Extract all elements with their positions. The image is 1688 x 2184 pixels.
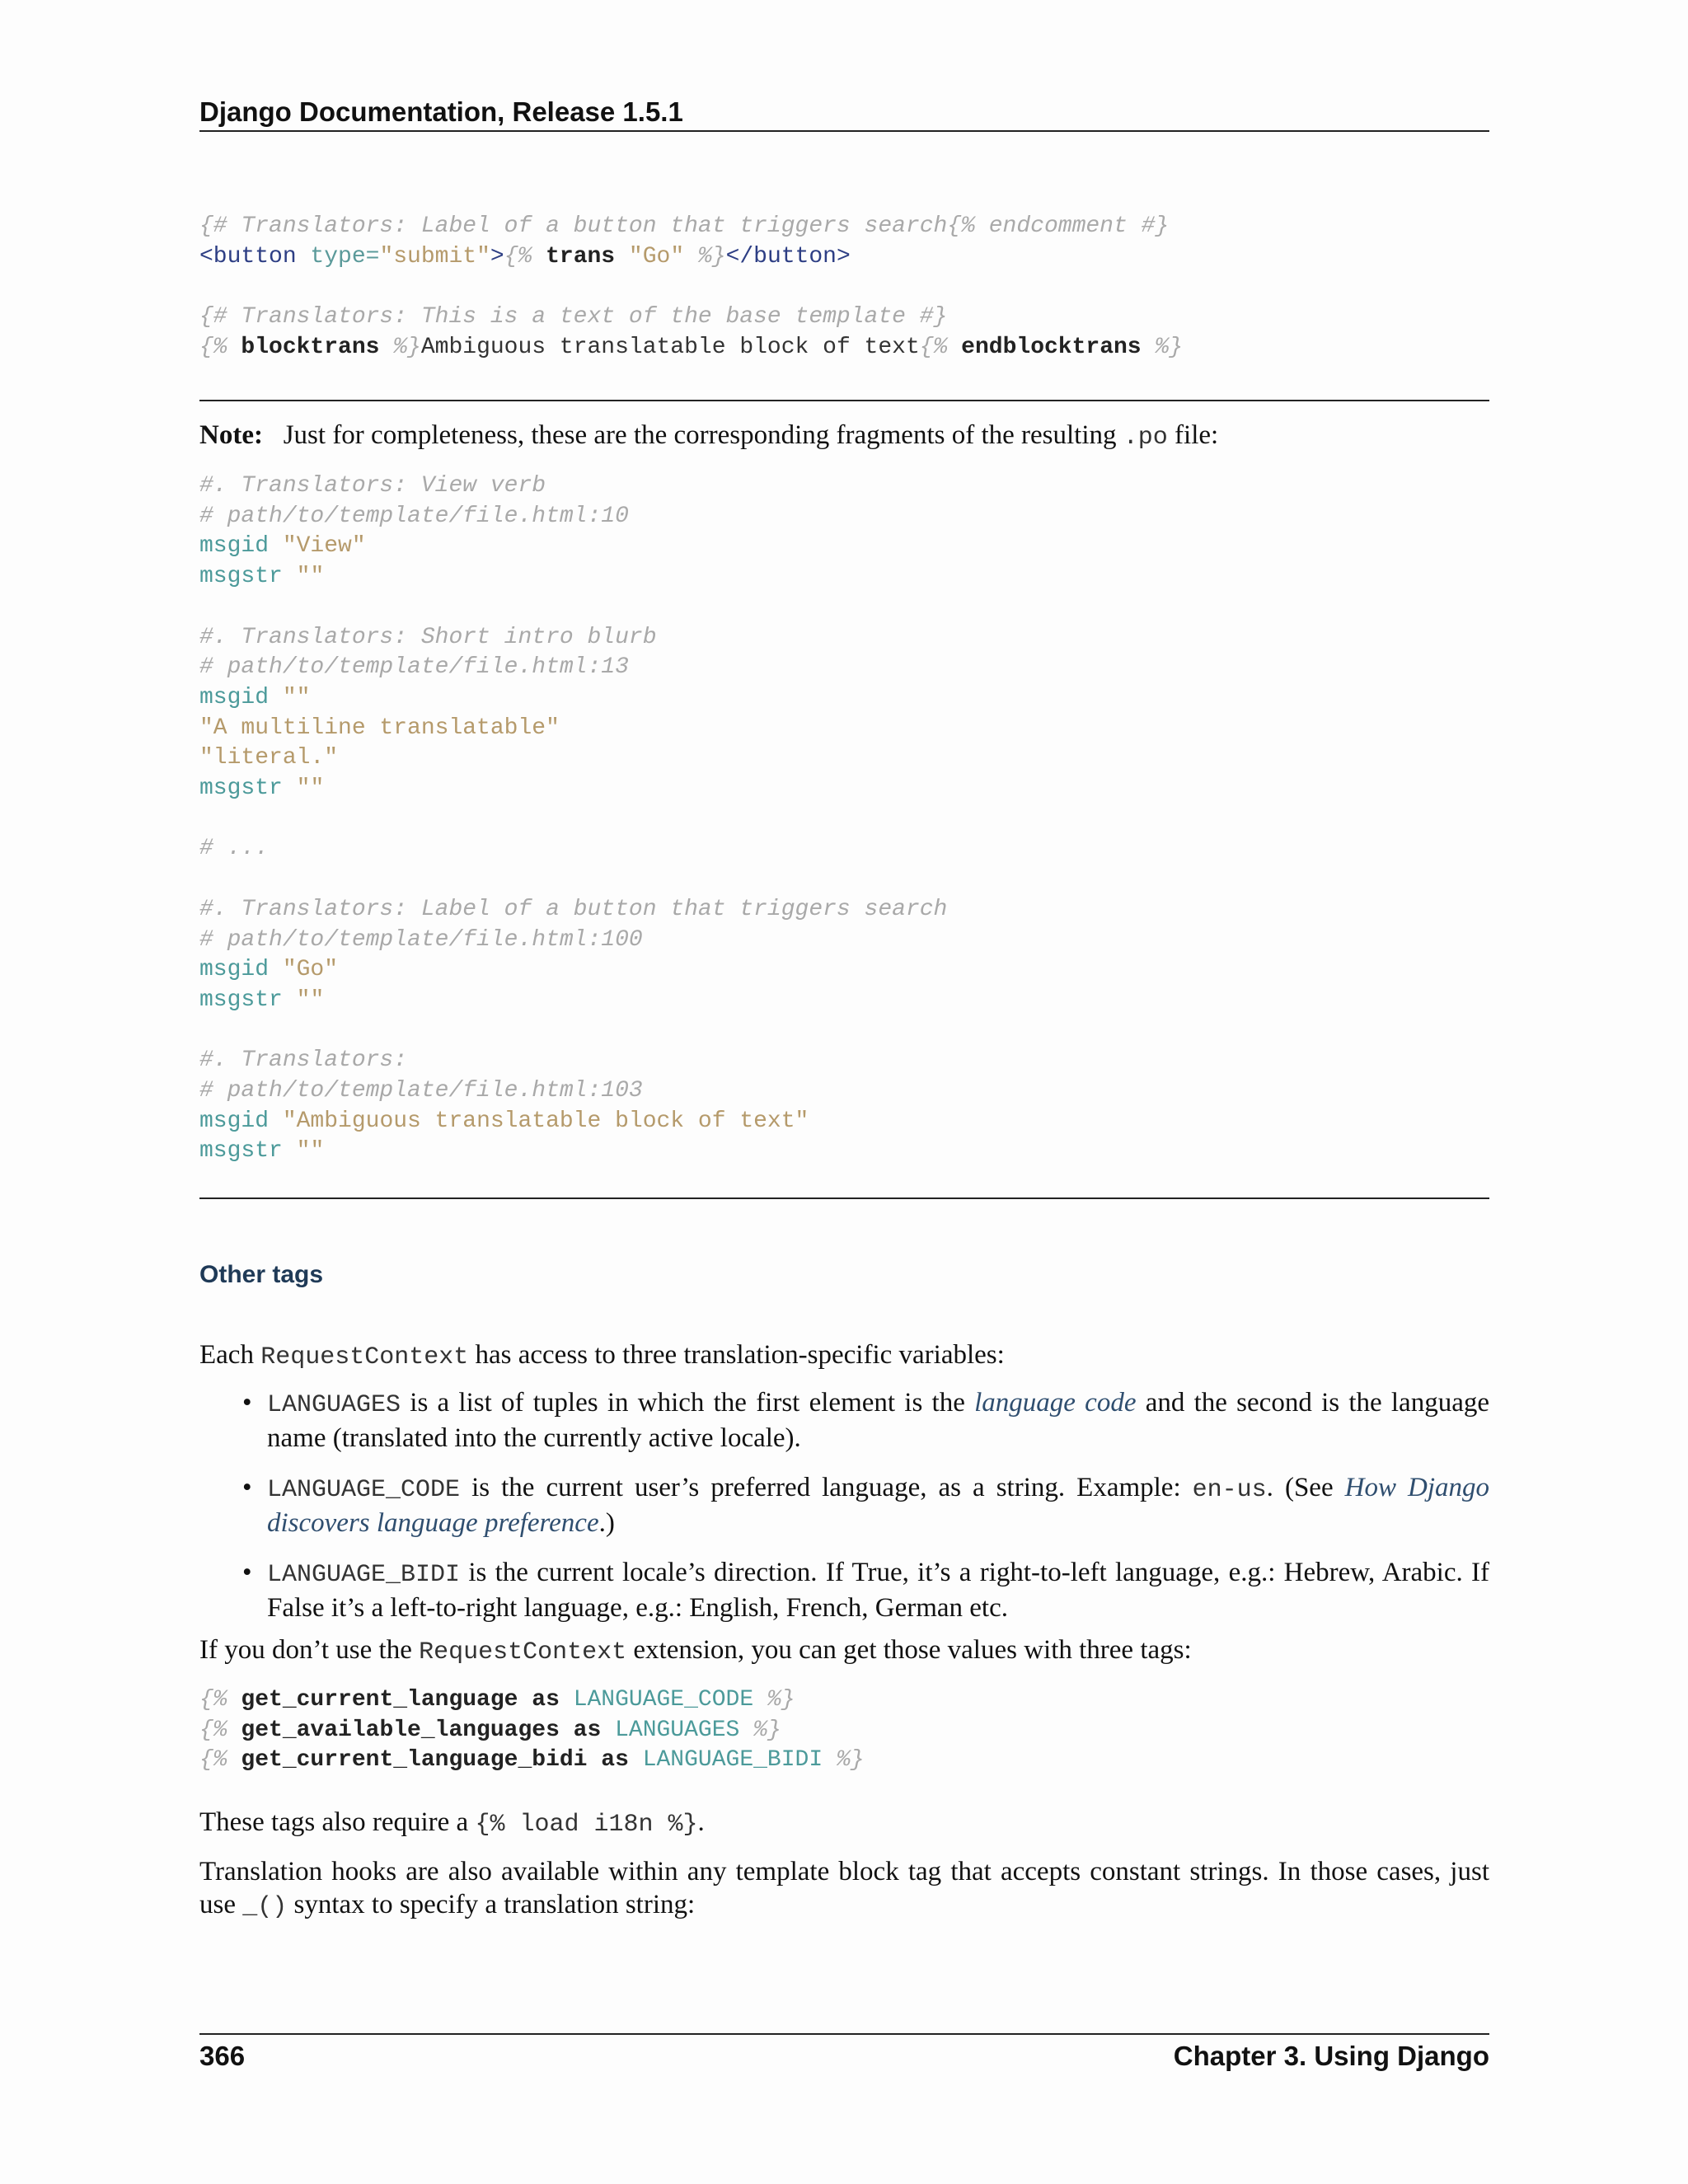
header-title: Django Documentation, Release 1.5.1: [199, 96, 683, 127]
code-attr: type=: [296, 243, 380, 269]
language-code-link[interactable]: language code: [974, 1388, 1137, 1418]
variables-list: [199, 1386, 1489, 1641]
code-delim: %}: [393, 334, 421, 360]
code-delim: {%: [199, 1747, 227, 1774]
po-code-block: [199, 471, 947, 1167]
text: These tags also require a: [199, 1807, 476, 1837]
code-string: "": [296, 564, 325, 590]
code-string: "": [296, 1138, 325, 1165]
inline-code: LANGUAGES: [267, 1391, 401, 1419]
list-item: [199, 1556, 1489, 1624]
code-comment: # path/to/template/file.html:13: [199, 654, 629, 681]
text: Each: [199, 1340, 261, 1370]
code-string: "": [296, 987, 325, 1013]
paragraph-translation-hooks: [199, 1855, 1489, 1924]
code-keyword: msgid: [199, 533, 270, 560]
code-comment: #. Translators: View verb: [199, 473, 546, 499]
text: extension, you can get those values with three tags:: [626, 1635, 1192, 1665]
code-comment: #. Translators: Short intro blurb: [199, 624, 657, 650]
code-delim: %}: [836, 1747, 865, 1774]
code-delim: %}: [1155, 334, 1184, 360]
inline-code: _(): [242, 1893, 288, 1921]
paragraph-requestcontext: [199, 1633, 1489, 1669]
inline-code: {% load i18n %}: [475, 1811, 698, 1839]
code-keyword: msgstr: [199, 1138, 283, 1165]
code-comment: # path/to/template/file.html:10: [199, 503, 629, 529]
text: .: [697, 1807, 705, 1837]
code-comment: # path/to/template/file.html:103: [199, 1078, 643, 1104]
code-keyword: msgstr: [199, 776, 283, 802]
text: Translation hooks are also available within any template block tag that accepts constant strings. In those cases, just use: [199, 1857, 1489, 1919]
code-string: "View": [282, 533, 366, 560]
inline-code: en-us: [1192, 1476, 1267, 1504]
code-comment: # path/to/template/file.html:100: [199, 926, 643, 953]
inline-code: LANGUAGE_CODE: [267, 1476, 461, 1504]
code-string: "submit": [379, 243, 490, 269]
text: If you don’t use the: [199, 1635, 420, 1665]
list-item: [199, 1471, 1489, 1540]
note-text-end: file:: [1167, 420, 1219, 450]
code-string: "Go": [628, 243, 685, 269]
code-delim: {%: [919, 334, 948, 360]
code-delim: %}: [753, 1717, 781, 1743]
note-text: Just for completeness, these are the corresponding fragments of the resulting: [283, 420, 1123, 450]
code-string: "": [296, 776, 325, 802]
note-bottom-rule: [199, 1197, 1489, 1199]
code-tag: <button: [199, 243, 297, 269]
text: . (See: [1266, 1473, 1345, 1502]
code-comment: # ...: [199, 836, 270, 862]
code-comment: #. Translators:: [199, 1047, 408, 1074]
paragraph-load-i18n: [199, 1806, 1489, 1841]
inline-code: RequestContext: [260, 1343, 469, 1371]
code-delim: {%: [199, 334, 227, 360]
code-tag: >: [490, 243, 504, 269]
text: is a list of tuples in which the first element is the: [401, 1388, 975, 1418]
footer-rule: [199, 2033, 1489, 2035]
page-number: 366: [199, 2041, 246, 2071]
text: has access to three translation-specific variables:: [468, 1340, 1005, 1370]
inline-code: .po: [1123, 424, 1168, 452]
text: is the current locale’s direction. If True, it’s a right-to-left language, e.g.: Hebrew, Arabic. If False it’s a left-to-right language, e.g.: English, French, German etc.: [267, 1558, 1489, 1623]
section-heading: Other tags: [199, 1261, 324, 1288]
code-keyword: trans: [532, 243, 629, 269]
code-delim: {%: [199, 1687, 227, 1713]
code-variable: LANGUAGES: [615, 1717, 740, 1743]
code-string: "Ambiguous translatable block of text": [282, 1108, 809, 1134]
code-keyword: msgid: [199, 1108, 270, 1134]
text: syntax to specify a translation string:: [287, 1890, 696, 1919]
tags-code-block: [199, 1685, 865, 1776]
text: .): [598, 1508, 615, 1538]
code-delim: %}: [767, 1687, 795, 1713]
list-item: [199, 1386, 1489, 1455]
code-text: Ambiguous translatable block of text: [420, 334, 920, 360]
code-keyword: msgid: [199, 684, 270, 710]
code-keyword: msgstr: [199, 987, 283, 1013]
text: and the second is the language name (translated into the currently active locale).: [267, 1388, 1489, 1453]
code-delim: %}: [684, 243, 726, 269]
note-top-rule: [199, 400, 1489, 401]
inline-code: RequestContext: [419, 1638, 627, 1666]
code-keyword: blocktrans: [227, 334, 394, 360]
code-comment: #. Translators: Label of a button that triggers search: [199, 896, 948, 922]
code-keyword: get_available_languages as: [227, 1717, 616, 1743]
code-string: "Go": [282, 957, 339, 983]
code-keyword: msgid: [199, 957, 270, 983]
intro-paragraph: [199, 1338, 1489, 1374]
code-tag: </button>: [725, 243, 851, 269]
code-string: "": [282, 684, 311, 710]
code-delim: {%: [199, 1717, 227, 1743]
inline-code: LANGUAGE_BIDI: [267, 1561, 461, 1589]
note-label: Note:: [199, 420, 263, 450]
code-keyword: get_current_language_bidi as: [227, 1747, 643, 1774]
code-keyword: get_current_language as: [227, 1687, 574, 1713]
code-variable: LANGUAGE_BIDI: [642, 1747, 823, 1774]
code-string: "literal.": [199, 745, 339, 771]
text: is the current user’s preferred language, as a string. Example:: [460, 1473, 1193, 1502]
code-comment: {# Translators: This is a text of the base template #}: [199, 304, 948, 330]
code-keyword: msgstr: [199, 564, 283, 590]
code-delim: {%: [504, 243, 532, 269]
code-comment: {# Translators: Label of a button that triggers search{% endcomment #}: [199, 213, 1170, 239]
code-string: "A multiline translatable": [199, 715, 560, 741]
chapter-title: Chapter 3. Using Django: [1173, 2041, 1489, 2071]
code-variable: LANGUAGE_CODE: [573, 1687, 754, 1713]
note-paragraph: [199, 419, 1489, 454]
running-header: [199, 94, 1489, 132]
template-code-block: [199, 212, 1183, 363]
language-preference-link[interactable]: How Django discovers language preference: [267, 1473, 1489, 1538]
code-keyword: endblocktrans: [947, 334, 1156, 360]
